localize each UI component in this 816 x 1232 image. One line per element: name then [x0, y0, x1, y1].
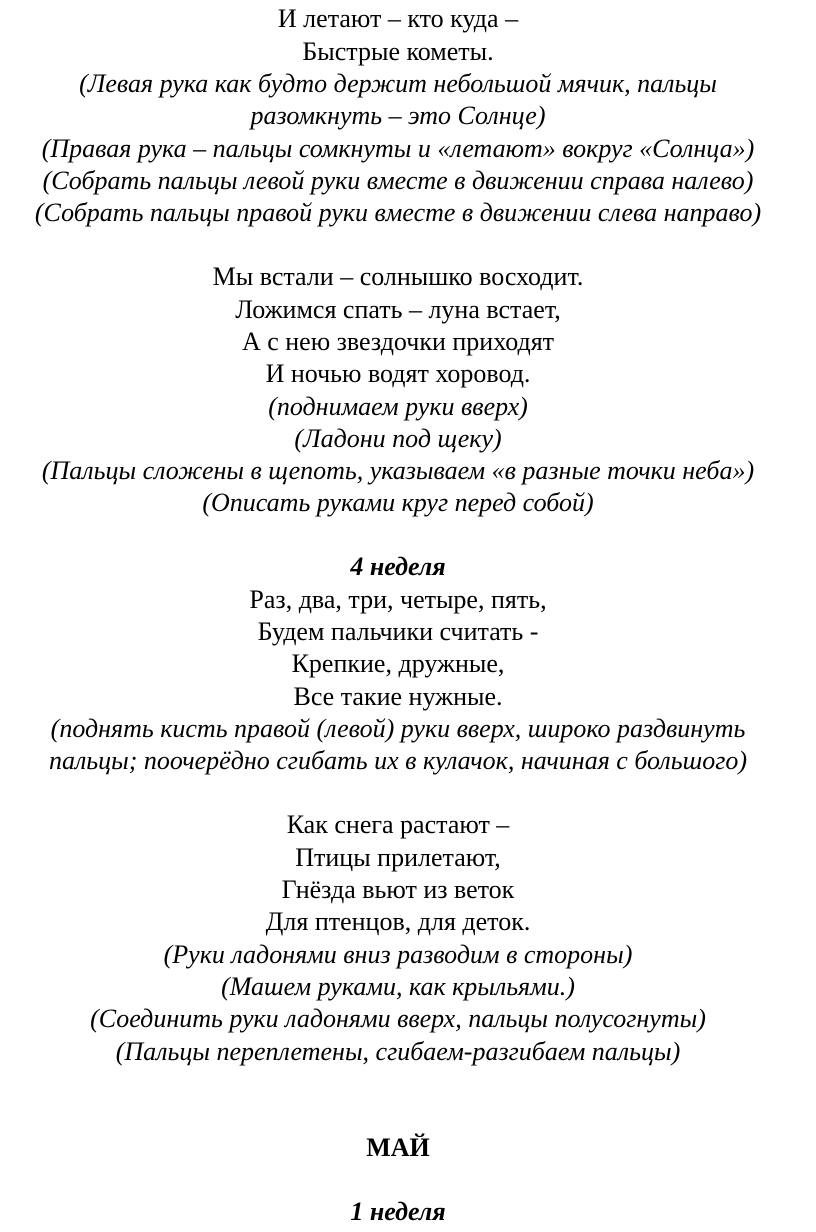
verse-line: Будем пальчики считать -	[257, 617, 539, 646]
instruction-line: (Правая рука – пальцы сомкнуты и «летают» вокруг «Солнца»)	[41, 134, 755, 163]
verse-line: Быстрые кометы.	[302, 37, 494, 66]
instruction-line: (Описать руками круг перед собой)	[202, 488, 594, 517]
verse-line: И ночью водят хоровод.	[265, 359, 531, 388]
verse-line: А с нею звездочки приходят	[241, 327, 555, 356]
week-heading: 4 неделя	[350, 552, 446, 581]
instruction-line: (поднять кисть правой (левой) руки вверх, широко раздвинуть	[50, 714, 746, 743]
instruction-line: пальцы; поочерёдно сгибать их в кулачок, начиная с большого)	[48, 746, 748, 775]
instruction-line: (Собрать пальцы левой руки вместе в движении справа налево)	[42, 166, 754, 195]
verse-line: Раз, два, три, четыре, пять,	[249, 585, 547, 614]
instruction-line: (Левая рука как будто держит небольшой мячик, пальцы	[79, 69, 717, 98]
verse-line: Для птенцов, для деток.	[265, 907, 531, 936]
verse-line: Все такие нужные.	[293, 682, 503, 711]
verse-line: Птицы прилетают,	[295, 843, 501, 872]
month-title: МАЙ	[366, 1133, 430, 1162]
verse-line: И летают – кто куда –	[277, 4, 519, 33]
instruction-line: (Соединить руки ладонями вверх, пальцы полусогнуты)	[90, 1004, 706, 1033]
week-heading: 1 неделя	[350, 1197, 446, 1226]
instruction-line: (Пальцы переплетены, сгибаем-разгибаем пальцы)	[115, 1037, 681, 1066]
instruction-line: (Пальцы сложены в щепоть, указываем «в разные точки неба»)	[41, 456, 755, 485]
instruction-line: (Собрать пальцы правой руки вместе в движении слева направо)	[34, 198, 762, 227]
verse-line: Гнёзда вьют из веток	[281, 875, 515, 904]
instruction-line: разомкнуть – это Солнце)	[250, 101, 546, 130]
instruction-line: (Руки ладонями вниз разводим в стороны)	[163, 940, 633, 969]
instruction-line: (Ладони под щеку)	[294, 424, 502, 453]
instruction-line: (поднимаем руки вверх)	[268, 392, 528, 421]
verse-line: Как снега растают –	[286, 810, 510, 839]
verse-line: Ложимся спать – луна встает,	[235, 295, 561, 324]
verse-line: Крепкие, дружные,	[291, 649, 505, 678]
verse-line: Мы встали – солнышко восходит.	[212, 262, 584, 291]
instruction-line: (Машем руками, как крыльями.)	[221, 972, 575, 1001]
